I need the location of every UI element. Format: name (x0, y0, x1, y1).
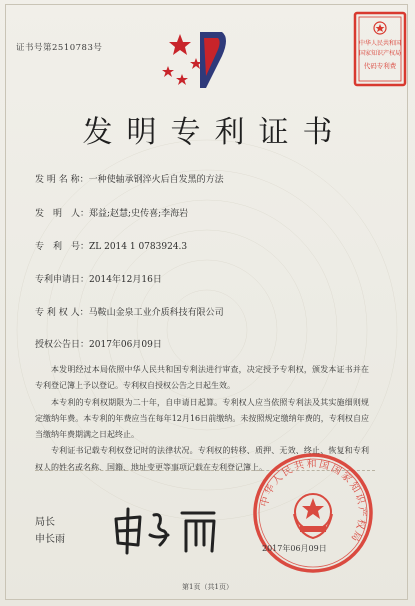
field-label: 专 利 权 人： (35, 308, 89, 318)
field-application-date (35, 272, 162, 285)
certificate-number: 证书号第2510783号 (16, 43, 103, 53)
field-value: 郑益;赵慧;史传喜;李海岩 (89, 209, 189, 219)
svg-text:国家知识产权局: 国家知识产权局 (358, 50, 402, 57)
field-value: 2017年06月09日 (89, 340, 162, 350)
field-label: 授权公告日： (35, 340, 90, 350)
body-paragraph: 本专利的专利权期限为二十年，自申请日起算。专利权人应当依照专利法及其实施细则规定缴纳年费。本专利的年费应当在每年12月16日前缴纳。未按照规定缴纳年费的，专利权自应当缴纳年费期满之日起终止。 (35, 397, 369, 440)
field-label: 发 明 名 称： (35, 175, 89, 185)
signatory-name: 申长雨 (35, 534, 65, 545)
field-invention-name (35, 172, 224, 185)
handwritten-signature (110, 505, 222, 555)
svg-text:中华人民共和国国家知识产权局: 中华人民共和国国家知识产权局 (259, 458, 368, 545)
field-patent-number (35, 239, 187, 252)
field-label: 专利申请日： (35, 275, 90, 285)
certificate-title: 发明专利证书 (82, 115, 347, 150)
field-label: 发 明 人： (35, 209, 90, 219)
field-inventors (35, 206, 188, 219)
field-value: 一种使轴承钢淬火后自发黑的方法 (88, 175, 224, 185)
official-seal-stamp (248, 448, 378, 578)
signatory-title: 局长 (35, 517, 55, 528)
field-value: ZL 2014 1 0783924.3 (89, 242, 188, 252)
field-patentee (35, 305, 224, 318)
fee-seal-stamp (352, 10, 408, 88)
field-grant-date (35, 337, 162, 350)
svg-text:中华人民共和国: 中华人民共和国 (358, 40, 402, 47)
page-number: 第1页（共1页） (182, 583, 233, 591)
field-value: 2014年12月16日 (89, 275, 162, 285)
issue-date-stamp: 2017年06月09日 (262, 544, 327, 553)
body-paragraph: 专利证书记载专利权登记时的法律状况。专利权的转移、质押、无效、终止、恢复和专利权人的姓名或名称、国籍、地址变更等事项记载在专利登记簿上。 (35, 446, 369, 472)
field-label: 专 利 号： (35, 242, 90, 252)
body-paragraph: 本发明经过本局依照中华人民共和国专利法进行审查，决定授予专利权，颁发本证书并在专利登记簿上予以登记。专利权自授权公告之日起生效。 (35, 365, 369, 391)
field-value: 马鞍山金泉工业介质科技有限公司 (88, 308, 224, 318)
cnipa-emblem-icon (160, 28, 230, 94)
svg-text:代码专利费: 代码专利费 (363, 62, 397, 70)
